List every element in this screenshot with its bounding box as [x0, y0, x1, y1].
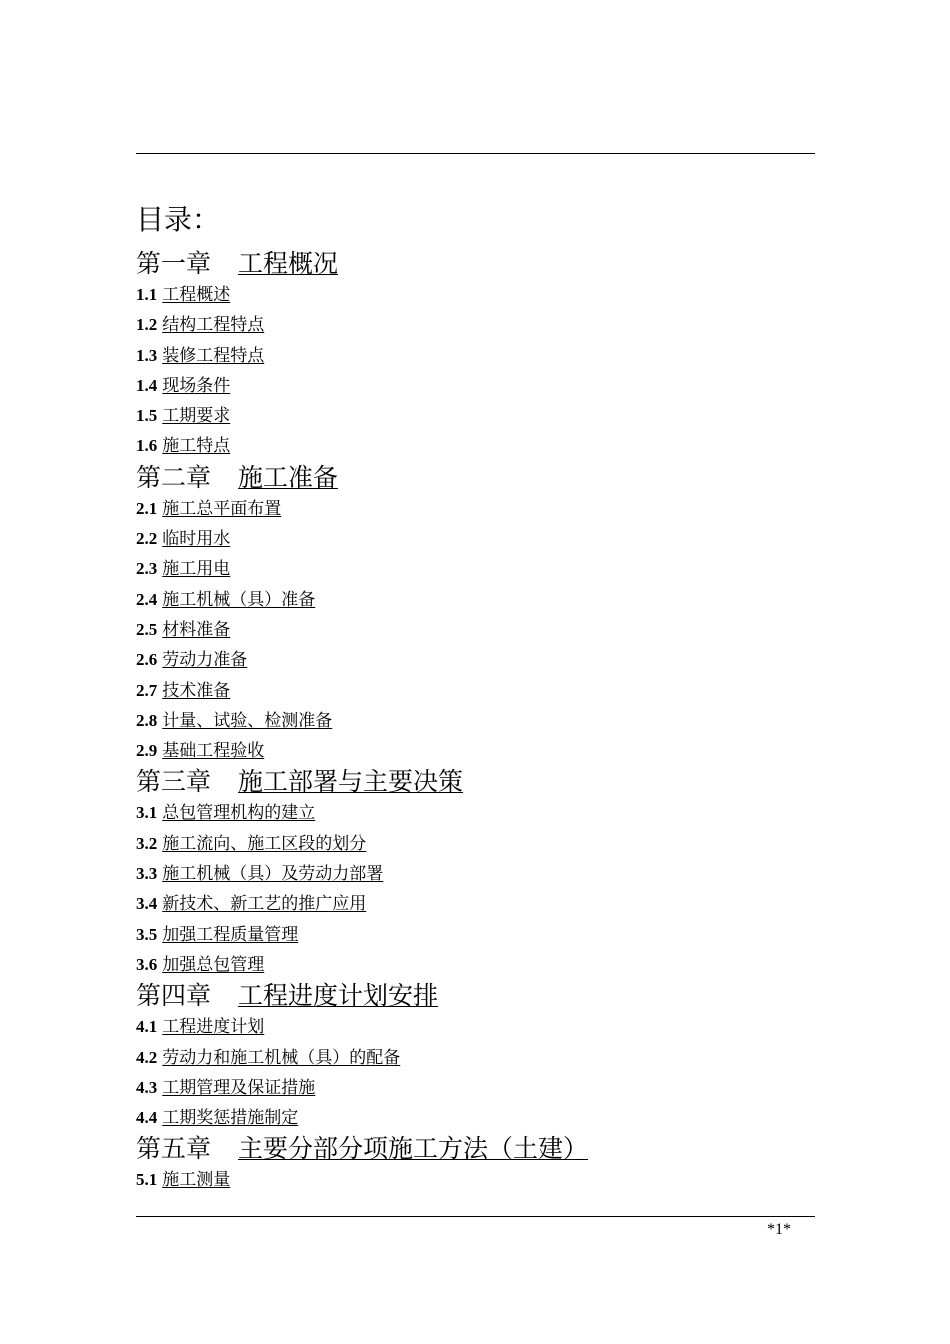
section-title-link[interactable]: 结构工程特点 [162, 315, 265, 336]
chapter-number: 第三章 [136, 767, 212, 797]
toc-section-entry[interactable] [136, 706, 815, 736]
toc-section-entry[interactable] [136, 829, 815, 859]
toc-section-entry[interactable] [136, 310, 815, 340]
chapter-title-link[interactable]: 主要分部分项施工方法（土建） [238, 1134, 589, 1164]
section-number: 2.3 [136, 559, 158, 579]
section-number: 3.5 [136, 924, 158, 944]
section-title-link[interactable]: 施工机械（具）准备 [162, 589, 316, 610]
toc-chapter-entry[interactable] [136, 462, 815, 494]
page-number: *1* [767, 1221, 791, 1238]
section-number: 1.5 [136, 406, 158, 426]
section-title-link[interactable]: 施工流向、施工区段的划分 [162, 833, 367, 854]
section-number: 4.2 [136, 1047, 158, 1067]
section-number: 1.1 [136, 285, 158, 304]
section-number: 1.6 [136, 436, 158, 456]
section-number: 4.3 [136, 1077, 158, 1097]
toc-section-entry[interactable] [136, 1103, 815, 1133]
section-number: 1.2 [136, 315, 158, 335]
section-title-link[interactable]: 施工总平面布置 [162, 498, 282, 519]
footer-rule [136, 1216, 815, 1217]
toc-section-entry[interactable] [136, 524, 815, 554]
toc-chapter-entry[interactable] [136, 1133, 815, 1165]
section-title-link[interactable]: 劳动力准备 [162, 650, 248, 671]
section-title-link[interactable]: 工期管理及保证措施 [162, 1077, 316, 1098]
toc-section-entry[interactable] [136, 798, 815, 828]
section-number: 4.4 [136, 1108, 158, 1128]
toc-section-entry[interactable] [136, 494, 815, 524]
chapter-number: 第四章 [136, 981, 212, 1011]
section-number: 1.4 [136, 375, 158, 395]
section-title-link[interactable]: 施工特点 [162, 436, 231, 457]
section-title-link[interactable]: 总包管理机构的建立 [162, 803, 316, 824]
toc-section-entry[interactable] [136, 280, 815, 310]
section-title-link[interactable]: 基础工程验收 [162, 741, 265, 762]
section-title-link[interactable]: 新技术、新工艺的推广应用 [162, 894, 367, 915]
toc-section-entry[interactable] [136, 889, 815, 919]
toc-section-entry[interactable] [136, 431, 815, 461]
section-title-link[interactable]: 劳动力和施工机械（具）的配备 [162, 1047, 401, 1068]
toc-section-entry[interactable] [136, 341, 815, 371]
section-number: 2.8 [136, 710, 158, 730]
section-number: 3.2 [136, 833, 158, 853]
section-title-link[interactable]: 加强总包管理 [162, 954, 265, 975]
section-number: 5.1 [136, 1170, 158, 1190]
section-title-link[interactable]: 施工测量 [162, 1170, 231, 1191]
toc-section-entry[interactable] [136, 1012, 815, 1042]
section-number: 2.7 [136, 680, 158, 700]
toc-section-entry[interactable] [136, 401, 815, 431]
section-title-link[interactable]: 施工用电 [162, 559, 231, 580]
section-title-link[interactable]: 装修工程特点 [162, 345, 265, 366]
toc-section-entry[interactable] [136, 554, 815, 584]
section-title-link[interactable]: 加强工程质量管理 [162, 924, 299, 945]
toc-section-entry[interactable] [136, 1043, 815, 1073]
section-title-link[interactable]: 工程进度计划 [162, 1017, 265, 1038]
section-title-link[interactable]: 临时用水 [162, 529, 231, 550]
section-title-link[interactable]: 工期要求 [162, 406, 231, 427]
section-title-link[interactable]: 施工机械（具）及劳动力部署 [162, 864, 384, 885]
toc-section-entry[interactable] [136, 1073, 815, 1103]
chapter-title-link[interactable]: 工程进度计划安排 [238, 981, 439, 1011]
toc-section-entry[interactable] [136, 736, 815, 766]
toc-section-entry[interactable] [136, 859, 815, 889]
toc-section-entry[interactable] [136, 920, 815, 950]
chapter-number: 第五章 [136, 1134, 212, 1164]
section-title-link[interactable]: 现场条件 [162, 375, 231, 396]
toc-section-entry[interactable] [136, 371, 815, 401]
chapter-title-link[interactable]: 施工准备 [238, 462, 339, 492]
section-number: 2.2 [136, 529, 158, 549]
chapter-number: 第二章 [136, 462, 212, 492]
section-number: 4.1 [136, 1017, 158, 1037]
toc-heading: 目录： [136, 203, 221, 236]
section-title-link[interactable]: 计量、试验、检测准备 [162, 710, 333, 731]
section-title-link[interactable]: 技术准备 [162, 680, 231, 701]
chapter-title-link[interactable]: 施工部署与主要决策 [238, 767, 464, 797]
section-number: 2.5 [136, 619, 158, 639]
toc-section-entry[interactable] [136, 950, 815, 980]
section-number: 3.4 [136, 894, 158, 914]
toc-section-entry[interactable] [136, 645, 815, 675]
toc-section-entry[interactable] [136, 585, 815, 615]
toc-section-entry[interactable] [136, 1165, 815, 1195]
section-number: 2.9 [136, 741, 158, 761]
section-number: 2.1 [136, 498, 158, 518]
toc-chapter-entry[interactable] [136, 248, 815, 280]
section-number: 3.6 [136, 954, 158, 974]
section-title-link[interactable]: 工程概述 [162, 285, 231, 305]
chapter-title-link[interactable]: 工程概况 [238, 249, 339, 278]
section-title-link[interactable]: 材料准备 [162, 619, 231, 640]
toc-chapter-entry[interactable] [136, 766, 815, 798]
section-number: 3.1 [136, 803, 158, 823]
table-of-contents [136, 248, 815, 1196]
toc-section-entry[interactable] [136, 676, 815, 706]
toc-chapter-entry[interactable] [136, 980, 815, 1012]
header-rule [136, 153, 815, 154]
section-number: 1.3 [136, 345, 158, 365]
section-title-link[interactable]: 工期奖惩措施制定 [162, 1108, 299, 1129]
toc-section-entry[interactable] [136, 615, 815, 645]
section-number: 3.3 [136, 864, 158, 884]
section-number: 2.4 [136, 589, 158, 609]
section-number: 2.6 [136, 650, 158, 670]
chapter-number: 第一章 [136, 249, 212, 278]
